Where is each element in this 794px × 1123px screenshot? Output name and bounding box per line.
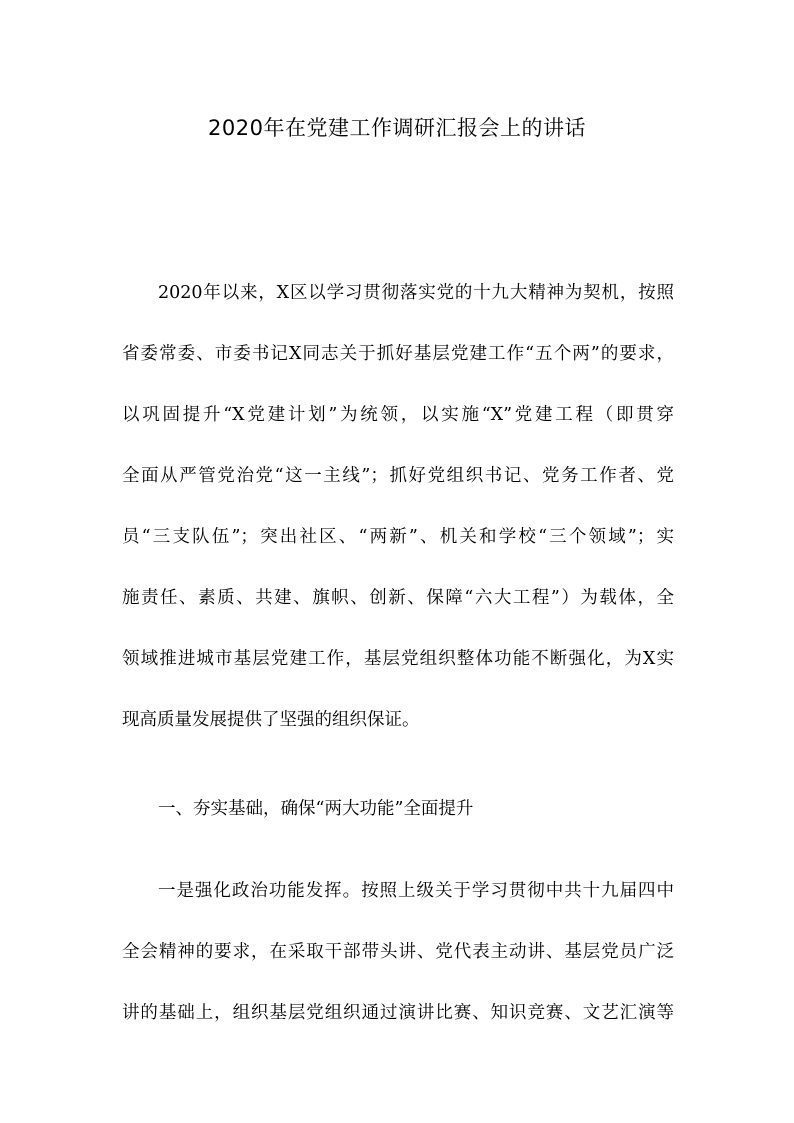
document-title: 2020年在党建工作调研汇报会上的讲话 <box>208 116 586 140</box>
paragraph-line: 2020年以来，X区以学习贯彻落实党的十九大精神为契机，按照 <box>158 283 674 303</box>
paragraph-line: 讲的基础上，组织基层党组织通过演讲比赛、知识竞赛、文艺汇演等 <box>122 1003 674 1023</box>
paragraph-line: 施责任、素质、共建、旗帜、创新、保障“六大工程”）为载体，全 <box>122 588 674 608</box>
paragraph-line: 全面从严管党治党“这一主线”；抓好党组织书记、党务工作者、党 <box>122 466 674 486</box>
section-heading: 一、夯实基础，确保“两大功能”全面提升 <box>158 799 474 819</box>
paragraph-line: 员“三支队伍”；突出社区、“两新”、机关和学校“三个领域”；实 <box>122 527 674 547</box>
paragraph-line: 省委常委、市委书记X同志关于抓好基层党建工作“五个两”的要求， <box>122 344 674 364</box>
paragraph-line: 一是强化政治功能发挥。按照上级关于学习贯彻中共十九届四中 <box>158 881 674 901</box>
paragraph-line: 领域推进城市基层党建工作，基层党组织整体功能不断强化，为X实 <box>122 649 674 669</box>
paragraph-line: 全会精神的要求，在采取干部带头讲、党代表主动讲、基层党员广泛 <box>122 942 674 962</box>
paragraph-line: 现高质量发展提供了坚强的组织保证。 <box>122 710 420 730</box>
paragraph-line: 以巩固提升“X党建计划”为统领，以实施“X”党建工程（即贯穿 <box>122 405 674 425</box>
